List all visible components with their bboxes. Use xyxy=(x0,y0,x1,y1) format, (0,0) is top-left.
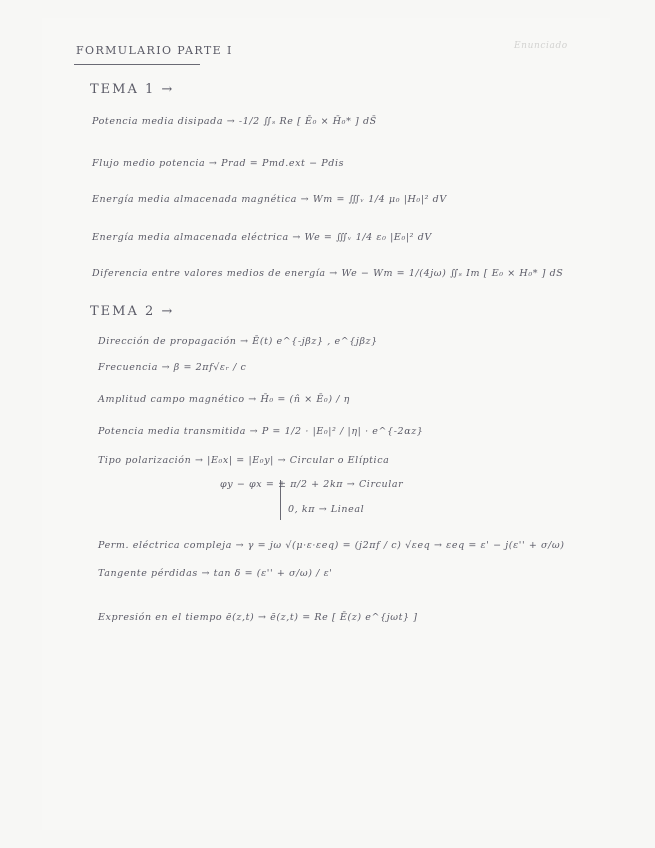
formula-frecuencia: Frecuencia → β = 2πf√εᵣ / c xyxy=(98,362,247,373)
formula-energia-electrica: Energía media almacenada eléctrica → We = ∭ᵥ 1/4 ε₀ |E₀|² dV xyxy=(92,232,432,243)
formula-desfase-circular: φy − φx = ± π/2 + 2kπ → Circular xyxy=(220,479,404,490)
page-title: FORMULARIO PARTE I xyxy=(76,44,233,57)
formula-tipo-polarizacion: Tipo polarización → |E₀x| = |E₀y| → Circular o Elíptica xyxy=(98,455,390,466)
title-underline xyxy=(74,64,200,65)
formula-potencia-media-transmitida: Potencia media transmitida → P = 1/2 · |E₀|² / |η| · e^{-2αz} xyxy=(98,426,424,437)
formula-permitividad-compleja: Perm. eléctrica compleja → γ = jω √(μ·ε·εeq) = (j2πf / c) √εeq → εeq = ε' − j(ε'' + σ/ω) xyxy=(98,540,565,551)
formula-desfase-lineal: 0, kπ → Lineal xyxy=(288,504,365,515)
faint-corner-mark: Enunciado xyxy=(514,41,568,51)
formula-amplitud-campo-magnetico: Amplitud campo magnético → H̄₀ = (n̂ × Ē₀) / η xyxy=(98,394,350,405)
formula-direccion-propagacion: Dirección de propagación → Ē(t) e^{-jβz} , e^{jβz} xyxy=(98,336,378,347)
tema2-heading: TEMA 2 → xyxy=(90,304,175,319)
formula-tangente-perdidas: Tangente pérdidas → tan δ = (ε'' + σ/ω) / ε' xyxy=(98,568,333,579)
formula-flujo-medio-potencia: Flujo medio potencia → Prad = Pmd.ext − Pdis xyxy=(92,158,345,169)
paper-sheet xyxy=(42,18,610,830)
formula-expresion-tiempo: Expresión en el tiempo ē(z,t) → ē(z,t) = Re [ Ē(z) e^{jωt} ] xyxy=(98,612,418,623)
tema1-heading: TEMA 1 → xyxy=(90,82,175,97)
formula-diferencia-energia: Diferencia entre valores medios de energía → We − Wm = 1/(4jω) ∬ₛ Im [ E₀ × H₀* ] dS xyxy=(92,268,564,279)
formula-energia-magnetica: Energía media almacenada magnética → Wm = ∭ᵥ 1/4 μ₀ |H₀|² dV xyxy=(92,194,447,205)
formula-potencia-media-disipada: Potencia media disipada → -1/2 ∬ₛ Re [ Ē₀ × H̄₀* ] dS̄ xyxy=(92,116,377,127)
